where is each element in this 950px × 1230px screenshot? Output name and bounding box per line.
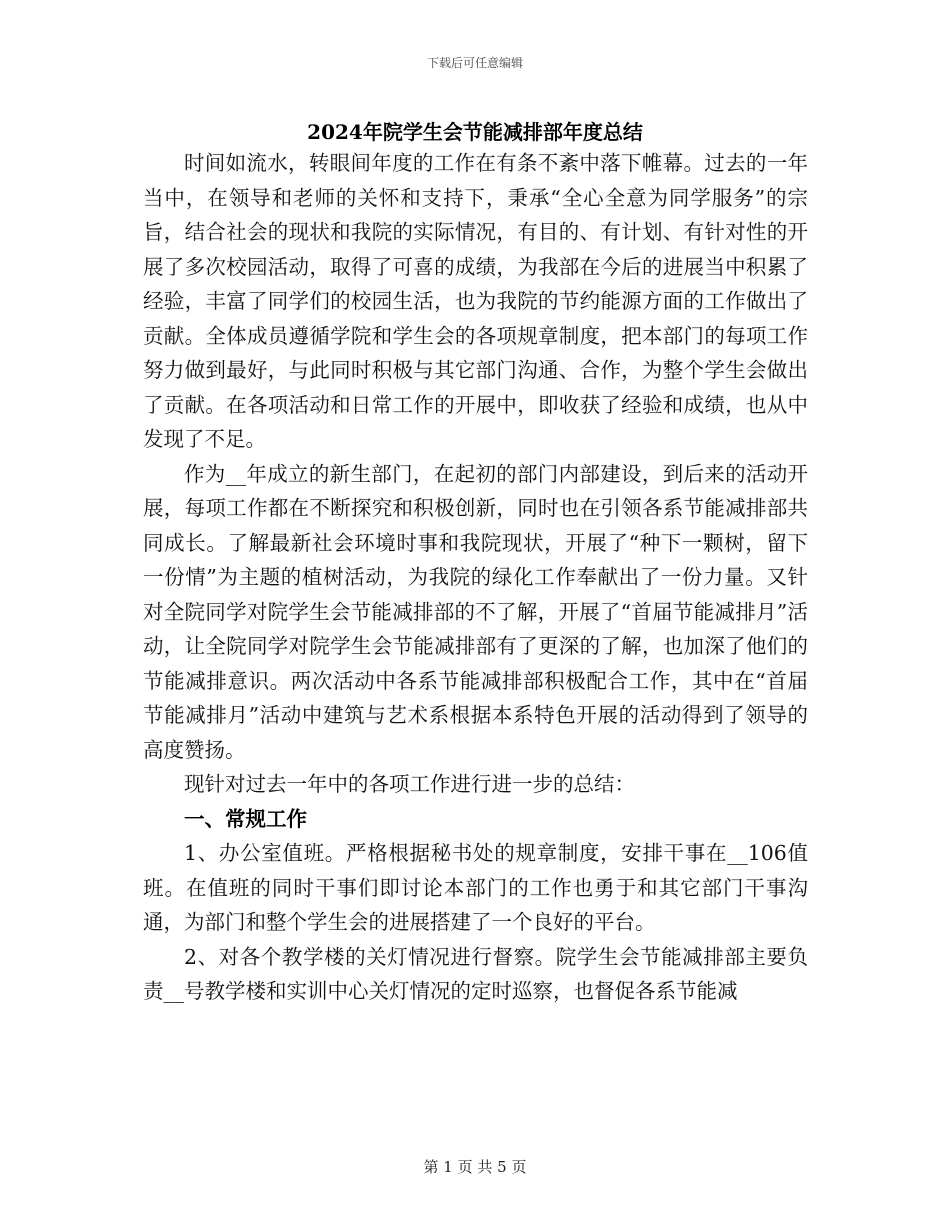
page-number: 第 1 页 共 5 页 <box>423 1158 527 1176</box>
paragraph-summary-lead: 现针对过去一年中的各项工作进行进一步的总结： <box>184 772 635 796</box>
list-item-office-duty: 1、办公室值班。严格根据秘书处的规章制度，安排干事在__106值班。在值班的同时干事们即讨论本部门的工作也勇于和其它部门干事沟通，为部门和整个学生会的进展搭建了一个良好的平台。 <box>143 841 808 934</box>
paragraph-department: 作为__年成立的新生部门，在起初的部门内部建设，到后来的活动开展，每项工作都在不断探究和积极创新，同时也在引领各系节能减排部共同成长。了解最新社会环境时事和我院现状，开展了“种下一颗树，留下一份情”为主题的植树活动，为我院的绿化工作奉献出了一份力量。又针对全院同学对院学生会节能减排部的不了解，开展了“首届节能减排月”活动，让全院同学对院学生会节能减排部有了更深的了解，也加深了他们的节能减排意识。两次活动中各系节能减排部积极配合工作，其中在“首届节能减排月”活动中建筑与艺术系根据本系特色开展的活动得到了领导的高度赞扬。 <box>143 461 808 762</box>
document-body <box>143 146 808 1009</box>
document-title: 2024年院学生会节能减排部年度总结 <box>307 120 643 144</box>
section-heading-routine-work: 一、常规工作 <box>184 806 307 831</box>
header-note: 下载后可任意编辑 <box>426 56 523 70</box>
list-item-light-inspection: 2、对各个教学楼的关灯情况进行督察。院学生会节能减排部主要负责__号教学楼和实训中心关灯情况的定时巡察，也督促各系节能减 <box>143 944 808 1003</box>
paragraph-intro: 时间如流水，转眼间年度的工作在有条不紊中落下帷幕。过去的一年当中，在领导和老师的关怀和支持下，秉承“全心全意为同学服务”的宗旨，结合社会的现状和我院的实际情况，有目的、有计划、有针对性的开展了多次校园活动，取得了可喜的成绩，为我部在今后的进展当中积累了经验，丰富了同学们的校园生活，也为我院的节约能源方面的工作做出了贡献。全体成员遵循学院和学生会的各项规章制度，把本部门的每项工作努力做到最好，与此同时积极与其它部门沟通、合作，为整个学生会做出了贡献。在各项活动和日常工作的开展中，即收获了经验和成绩，也从中发现了不足。 <box>143 151 808 451</box>
